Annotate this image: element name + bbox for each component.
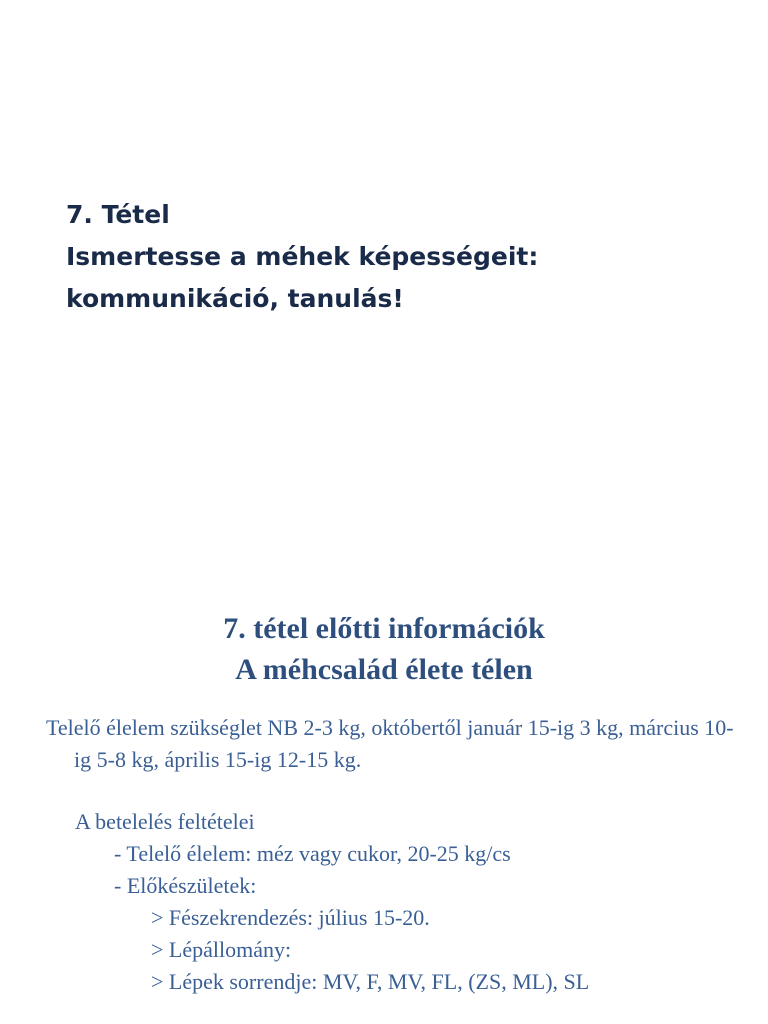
- title-line: 7. Tétel: [66, 200, 170, 229]
- slide-2-body: [46, 712, 746, 998]
- list-item: - Előkészületek:: [114, 873, 257, 898]
- list-item: - Telelő élelem: méz vagy cukor, 20-25 kg/cs: [114, 841, 511, 866]
- slide-2: [0, 512, 768, 1024]
- sub-list-item: > Lépállomány:: [151, 937, 292, 962]
- spacer: [46, 776, 746, 806]
- slide-1-title: [66, 194, 538, 320]
- section-title: A betelelés feltételei: [75, 809, 255, 834]
- title-line: Ismertesse a méhek képességeit:: [66, 242, 539, 271]
- heading-line: A méhcsalád élete télen: [235, 653, 533, 686]
- heading-line: 7. tétel előtti információk: [223, 612, 545, 645]
- slide-2-heading: [0, 608, 768, 690]
- sub-list-item: > Fészekrendezés: július 15-20.: [151, 905, 430, 930]
- sub-list-item: > Lépek sorrendje: MV, F, MV, FL, (ZS, ML), SL: [151, 969, 590, 994]
- title-line: kommunikáció, tanulás!: [66, 284, 404, 313]
- intro-paragraph: Telelő élelem szükséglet NB 2-3 kg, októbertől január 15-ig 3 kg, március 10-ig 5-8 kg, április 15-ig 12-15 kg.: [46, 715, 734, 772]
